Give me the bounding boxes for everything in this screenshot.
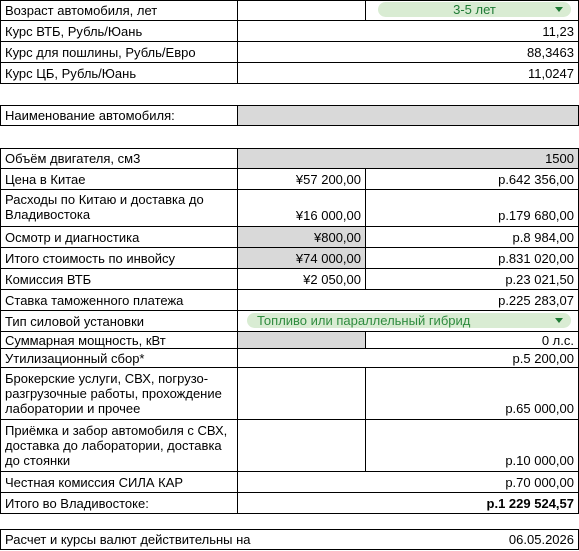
- inspection-rub: р.8 984,00: [366, 227, 579, 248]
- sila-fee-rub: р.70 000,00: [238, 472, 579, 493]
- row-invoice-total: [0, 248, 579, 269]
- row-inspection: [0, 227, 579, 248]
- pickup-empty: [238, 420, 366, 472]
- shipping-rub: р.179 680,00: [366, 190, 579, 227]
- engine-volume-label: Объём двигателя, см3: [0, 148, 238, 169]
- vtb-fee-cny: ¥2 050,00: [238, 269, 366, 290]
- row-util-fee: [0, 349, 579, 368]
- broker-empty: [238, 368, 366, 420]
- vtb-fee-label: Комиссия ВТБ: [0, 269, 238, 290]
- shipping-label: Расходы по Китаю и доставка до Владивостока: [0, 190, 238, 227]
- price-china-cny[interactable]: ¥57 200,00: [238, 169, 366, 190]
- util-fee-label: Утилизационный сбор*: [0, 349, 238, 368]
- row-powertrain: [0, 311, 579, 332]
- rate-duty-label: Курс для пошлины, Рубль/Евро: [0, 42, 238, 63]
- triangle-down-icon: [555, 7, 563, 12]
- row-broker: [0, 368, 579, 420]
- rate-vtb-value[interactable]: 11,23: [238, 21, 579, 42]
- powertrain-label: Тип силовой установки: [0, 311, 238, 332]
- rate-cb-label: Курс ЦБ, Рубль/Юань: [0, 63, 238, 84]
- row-shipping: [0, 190, 579, 227]
- shipping-cny[interactable]: ¥16 000,00: [238, 190, 366, 227]
- power-value: 0 л.с.: [366, 332, 579, 349]
- pickup-label: Приёмка и забор автомобиля с СВХ, доставка до лаборатории, доставка до стоянки: [0, 420, 238, 472]
- row-engine-volume: [0, 148, 579, 169]
- valid-label: Расчет и курсы валют действительны на: [0, 529, 579, 550]
- invoice-total-label: Итого стоимость по инвойсу: [0, 248, 238, 269]
- car-age-empty: [238, 0, 366, 21]
- power-input[interactable]: [238, 332, 366, 349]
- row-customs: [0, 290, 579, 311]
- powertrain-dropdown[interactable]: [247, 313, 571, 328]
- broker-label: Брокерские услуги, СВХ, погрузо-разгрузочные работы, прохождение лаборатории и прочее: [0, 368, 238, 420]
- price-china-rub: р.642 356,00: [366, 169, 579, 190]
- row-sila-fee: [0, 472, 579, 493]
- car-age-value: 3-5 лет: [453, 2, 496, 17]
- inspection-label: Осмотр и диагностика: [0, 227, 238, 248]
- car-name-input[interactable]: [238, 105, 579, 126]
- row-rate-duty: [0, 42, 579, 63]
- row-pickup: [0, 420, 579, 472]
- customs-label: Ставка таможенного платежа: [0, 290, 238, 311]
- total-rub: р.1 229 524,57: [238, 493, 579, 514]
- power-label: Суммарная мощность, кВт: [0, 332, 238, 349]
- broker-rub: р.65 000,00: [366, 368, 579, 420]
- row-car-age: [0, 0, 579, 21]
- car-age-dropdown[interactable]: [378, 2, 571, 17]
- inspection-cny[interactable]: ¥800,00: [238, 227, 366, 248]
- customs-rub: р.225 283,07: [238, 290, 579, 311]
- row-power: [0, 332, 579, 349]
- invoice-total-cny[interactable]: ¥74 000,00: [238, 248, 366, 269]
- total-label: Итого во Владивостоке:: [0, 493, 238, 514]
- util-fee-rub: р.5 200,00: [238, 349, 579, 368]
- engine-volume-input[interactable]: 1500: [238, 148, 579, 169]
- pickup-rub: р.10 000,00: [366, 420, 579, 472]
- rate-vtb-label: Курс ВТБ, Рубль/Юань: [0, 21, 238, 42]
- powertrain-value: Топливо или параллельный гибрид: [257, 313, 471, 328]
- sila-fee-label: Честная комиссия СИЛА КАР: [0, 472, 238, 493]
- row-rate-cb: [0, 63, 579, 84]
- row-valid-date: [0, 529, 579, 550]
- valid-date: 06.05.2026: [508, 532, 574, 547]
- row-rate-vtb: [0, 21, 579, 42]
- row-total: [0, 493, 579, 514]
- triangle-down-icon: [555, 318, 563, 323]
- row-vtb-fee: [0, 269, 579, 290]
- row-price-china: [0, 169, 579, 190]
- rate-duty-value[interactable]: 88,3463: [238, 42, 579, 63]
- price-china-label: Цена в Китае: [0, 169, 238, 190]
- car-name-label: Наименование автомобиля:: [0, 105, 238, 126]
- car-age-label: Возраст автомобиля, лет: [0, 0, 238, 21]
- invoice-total-rub: р.831 020,00: [366, 248, 579, 269]
- vtb-fee-rub: р.23 021,50: [366, 269, 579, 290]
- row-car-name: [0, 105, 579, 126]
- rate-cb-value[interactable]: 11,0247: [238, 63, 579, 84]
